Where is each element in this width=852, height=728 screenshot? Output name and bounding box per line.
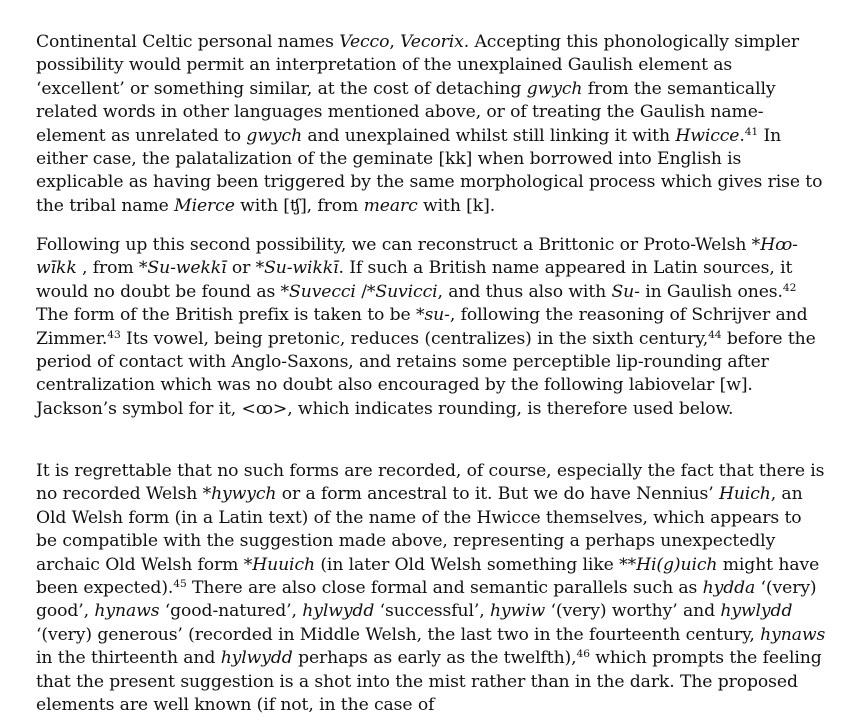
italic-term: Vecorix xyxy=(400,32,464,52)
italic-term: Huuich xyxy=(252,554,315,575)
text-run: perhaps as early as the twelfth), xyxy=(292,648,577,669)
italic-term: Suvecci xyxy=(289,281,356,302)
paragraph-2 xyxy=(36,234,826,421)
footnote-ref: 42 xyxy=(782,280,797,294)
italic-term: hywlydd xyxy=(720,601,793,622)
text-run: Continental Celtic personal names xyxy=(36,32,340,52)
text-run: . If such a British name appeared in Latin sources, it would no doubt be found as * xyxy=(36,258,793,302)
italic-term: Vecco xyxy=(339,32,390,52)
italic-term: Mierce xyxy=(174,195,235,216)
italic-term: hynaws xyxy=(94,601,160,622)
footnote-ref: 45 xyxy=(173,577,187,591)
text-run: from the semantically related words in other languages mentioned above, or of treating the Gaulish name-element as unrelated to xyxy=(36,78,776,146)
text-run: , from * xyxy=(76,258,148,279)
text-run: or a form ancestral to it. But we do have Nennius’ xyxy=(276,484,719,505)
text-run: ‘(very) generous’ (recorded in Middle Welsh, the last two in the fourteenth century, xyxy=(36,624,761,645)
italic-term: *su- xyxy=(415,305,450,326)
text-run: ‘successful’, xyxy=(374,601,490,622)
italic-term: Hwicce xyxy=(675,125,740,146)
text-run: , xyxy=(389,32,401,52)
text-run: . Accepting this phonologically simpler possibility would permit an interpretation of the unexplained Gaulish element as ‘excellent’ or something similar, at the cost of detaching xyxy=(36,32,800,99)
footnote-ref: 46 xyxy=(576,647,590,661)
paragraph-1 xyxy=(36,31,826,218)
italic-term: hylwydd xyxy=(302,601,375,622)
italic-term: hylwydd xyxy=(220,648,293,669)
footnote-ref: 41 xyxy=(744,124,759,138)
text-run: ‘(very) worthy’ and xyxy=(545,601,721,622)
text-run: in the thirteenth and xyxy=(36,648,221,669)
italic-term: Huich xyxy=(718,484,771,505)
footnote-ref: 43 xyxy=(107,327,121,341)
italic-term: Su-wekkī xyxy=(147,258,227,279)
italic-term: Hi(g)uich xyxy=(636,554,718,575)
text-run: , following the reasoning of Schrijver and Zimmer. xyxy=(36,305,808,349)
italic-term: Suvicci xyxy=(375,281,438,302)
text-run: or * xyxy=(226,258,265,279)
paragraph-3 xyxy=(36,460,826,717)
italic-term: Su- xyxy=(611,281,640,302)
text-run: The form of the British prefix is taken to be xyxy=(36,305,416,326)
text-run: Its vowel, being pretonic, reduces (centralizes) in the sixth century, xyxy=(120,328,709,349)
text-run: might have been expected). xyxy=(36,554,820,599)
italic-term: hynaws xyxy=(760,624,826,645)
text-run: There are also close formal and semantic parallels such as xyxy=(186,578,703,599)
text-run: In either case, the palatalization of the geminate [kk] when borrowed into English is explicable as having been triggered by the same morphological process which gives rise to the tribal name xyxy=(36,125,823,216)
text-run: , an Old Welsh form (in a Latin text) of the name of the Hwicce themselves, which appears to be compatible with the suggestion made above, representing a perhaps unexpectedly archaic Old Welsh form * xyxy=(36,484,803,575)
text-run: and unexplained whilst still linking it with xyxy=(302,125,676,146)
text-run: with [ʧ], from xyxy=(234,195,364,216)
text-run: in Gaulish ones. xyxy=(639,281,783,302)
text-run: /* xyxy=(355,281,376,302)
text-run: (in later Old Welsh something like ** xyxy=(314,554,637,575)
text-run: Following up this second possibility, we can reconstruct a Brittonic or Proto-Welsh * xyxy=(36,235,761,255)
text-run: which prompts the feeling that the present suggestion is a shot into the mist rather than in the dark. The proposed elements are well known (if not, in the case of xyxy=(36,648,822,716)
italic-term: Hꝏ-wīkk xyxy=(36,235,798,279)
italic-term: Su-wikkī xyxy=(264,258,339,279)
italic-term: hydda xyxy=(702,578,756,599)
text-run: . xyxy=(739,125,745,146)
italic-term: mearc xyxy=(363,195,418,216)
italic-term: gwych xyxy=(526,78,583,99)
text-run: It is regrettable that no such forms are recorded, of course, especially the fact that there is no recorded Welsh * xyxy=(36,461,825,505)
text-run: before the period of contact with Anglo-Saxons, and retains some perceptible lip-rounding after centralization which was no doubt also encouraged by the following labiovelar [w]. Jackson’s symbol for it, <ꝏ>, which indicates rounding, is therefore used below. xyxy=(36,328,816,419)
footnote-ref: 44 xyxy=(708,327,722,341)
italic-term: gwych xyxy=(246,125,303,146)
text-run: with [k]. xyxy=(417,195,496,216)
italic-term: hywych xyxy=(211,484,277,505)
italic-term: hywiw xyxy=(489,601,546,622)
text-run: ‘(very) good’, xyxy=(36,578,817,622)
text-run: , and thus also with xyxy=(437,281,612,302)
text-run: ‘good-natured’, xyxy=(159,601,303,622)
